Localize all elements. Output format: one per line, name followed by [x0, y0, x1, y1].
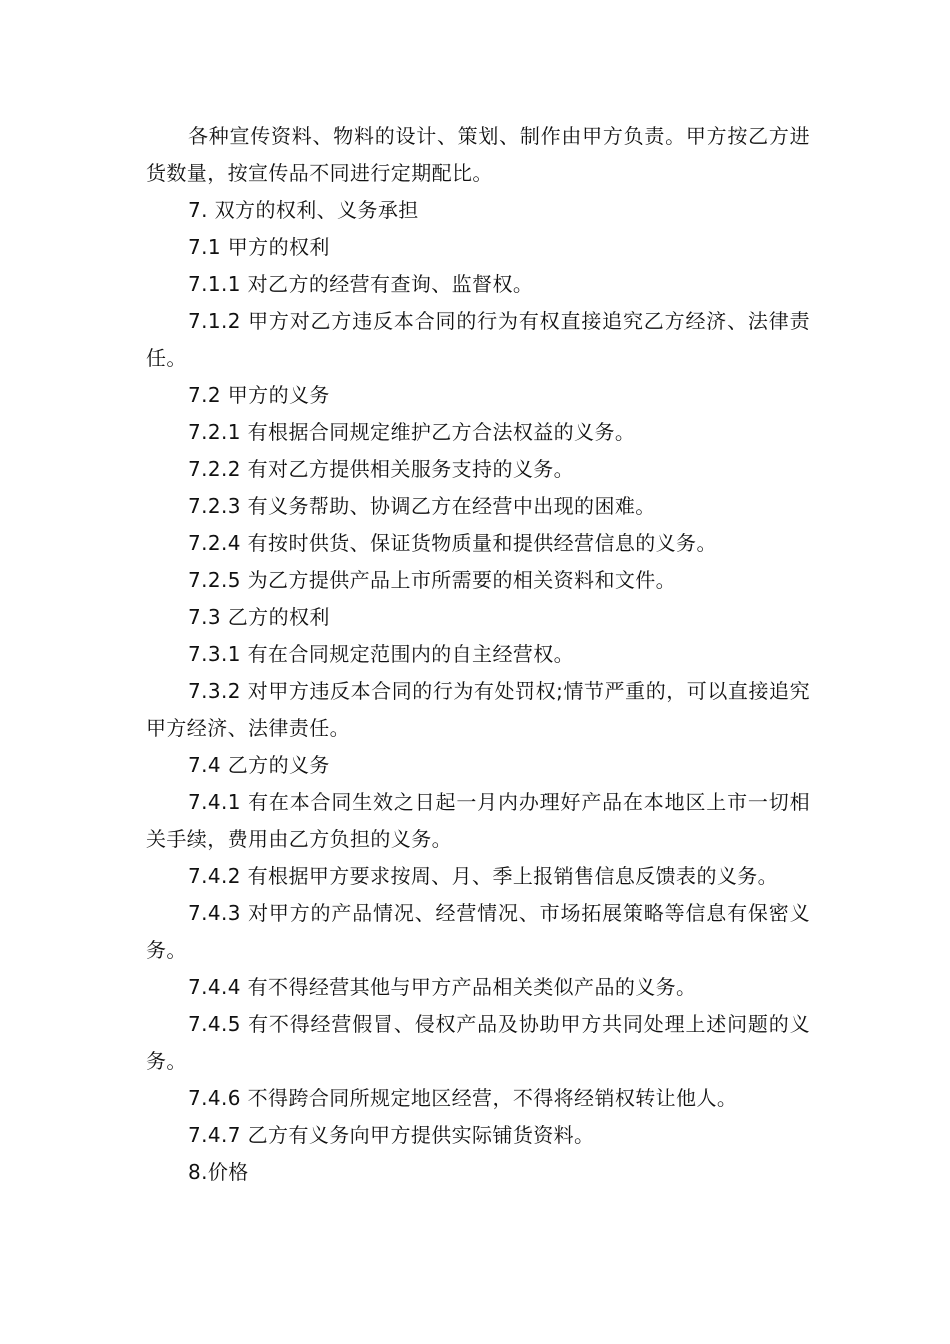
clause-7-2-3: 7.2.3 有义务帮助、协调乙方在经营中出现的困难。 [188, 494, 656, 518]
clause-7-2-5: 7.2.5 为乙方提供产品上市所需要的相关资料和文件。 [188, 568, 677, 592]
heading-7-2: 7.2 甲方的义务 [188, 383, 330, 407]
clause-7-1-1: 7.1.1 对乙方的经营有查询、监督权。 [188, 272, 534, 296]
clause-7-3-2: 7.3.2 对甲方违反本合同的行为有处罚权;情节严重的，可以直接追究甲方经济、法律责任。 [146, 679, 810, 740]
heading-7-1: 7.1 甲方的权利 [188, 235, 330, 259]
clause-7-4-6: 7.4.6 不得跨合同所规定地区经营，不得将经销权转让他人。 [188, 1086, 738, 1110]
heading-7-4: 7.4 乙方的义务 [188, 753, 330, 777]
heading-7-3: 7.3 乙方的权利 [188, 605, 330, 629]
clause-7-1-2: 7.1.2 甲方对乙方违反本合同的行为有权直接追究乙方经济、法律责任。 [146, 309, 810, 370]
clause-7-3-1: 7.3.1 有在合同规定范围内的自主经营权。 [188, 642, 575, 666]
clause-7-4-1: 7.4.1 有在本合同生效之日起一月内办理好产品在本地区上市一切相关手续，费用由乙方负担的义务。 [146, 790, 810, 851]
clause-7-2-1: 7.2.1 有根据合同规定维护乙方合法权益的义务。 [188, 420, 636, 444]
clause-7-4-4: 7.4.4 有不得经营其他与甲方产品相关类似产品的义务。 [188, 975, 697, 999]
heading-section-7: 7. 双方的权利、义务承担 [188, 198, 419, 222]
heading-section-8: 8.价格 [188, 1160, 249, 1184]
paragraph-promo-materials: 各种宣传资料、物料的设计、策划、制作由甲方负责。甲方按乙方进货数量，按宣传品不同进行定期配比。 [146, 124, 810, 185]
clause-7-4-3: 7.4.3 对甲方的产品情况、经营情况、市场拓展策略等信息有保密义务。 [146, 901, 810, 962]
clause-7-4-2: 7.4.2 有根据甲方要求按周、月、季上报销售信息反馈表的义务。 [188, 864, 779, 888]
document-body [146, 118, 810, 1191]
clause-7-4-5: 7.4.5 有不得经营假冒、侵权产品及协助甲方共同处理上述问题的义务。 [146, 1012, 810, 1073]
clause-7-4-7: 7.4.7 乙方有义务向甲方提供实际铺货资料。 [188, 1123, 595, 1147]
clause-7-2-4: 7.2.4 有按时供货、保证货物质量和提供经营信息的义务。 [188, 531, 717, 555]
clause-7-2-2: 7.2.2 有对乙方提供相关服务支持的义务。 [188, 457, 575, 481]
